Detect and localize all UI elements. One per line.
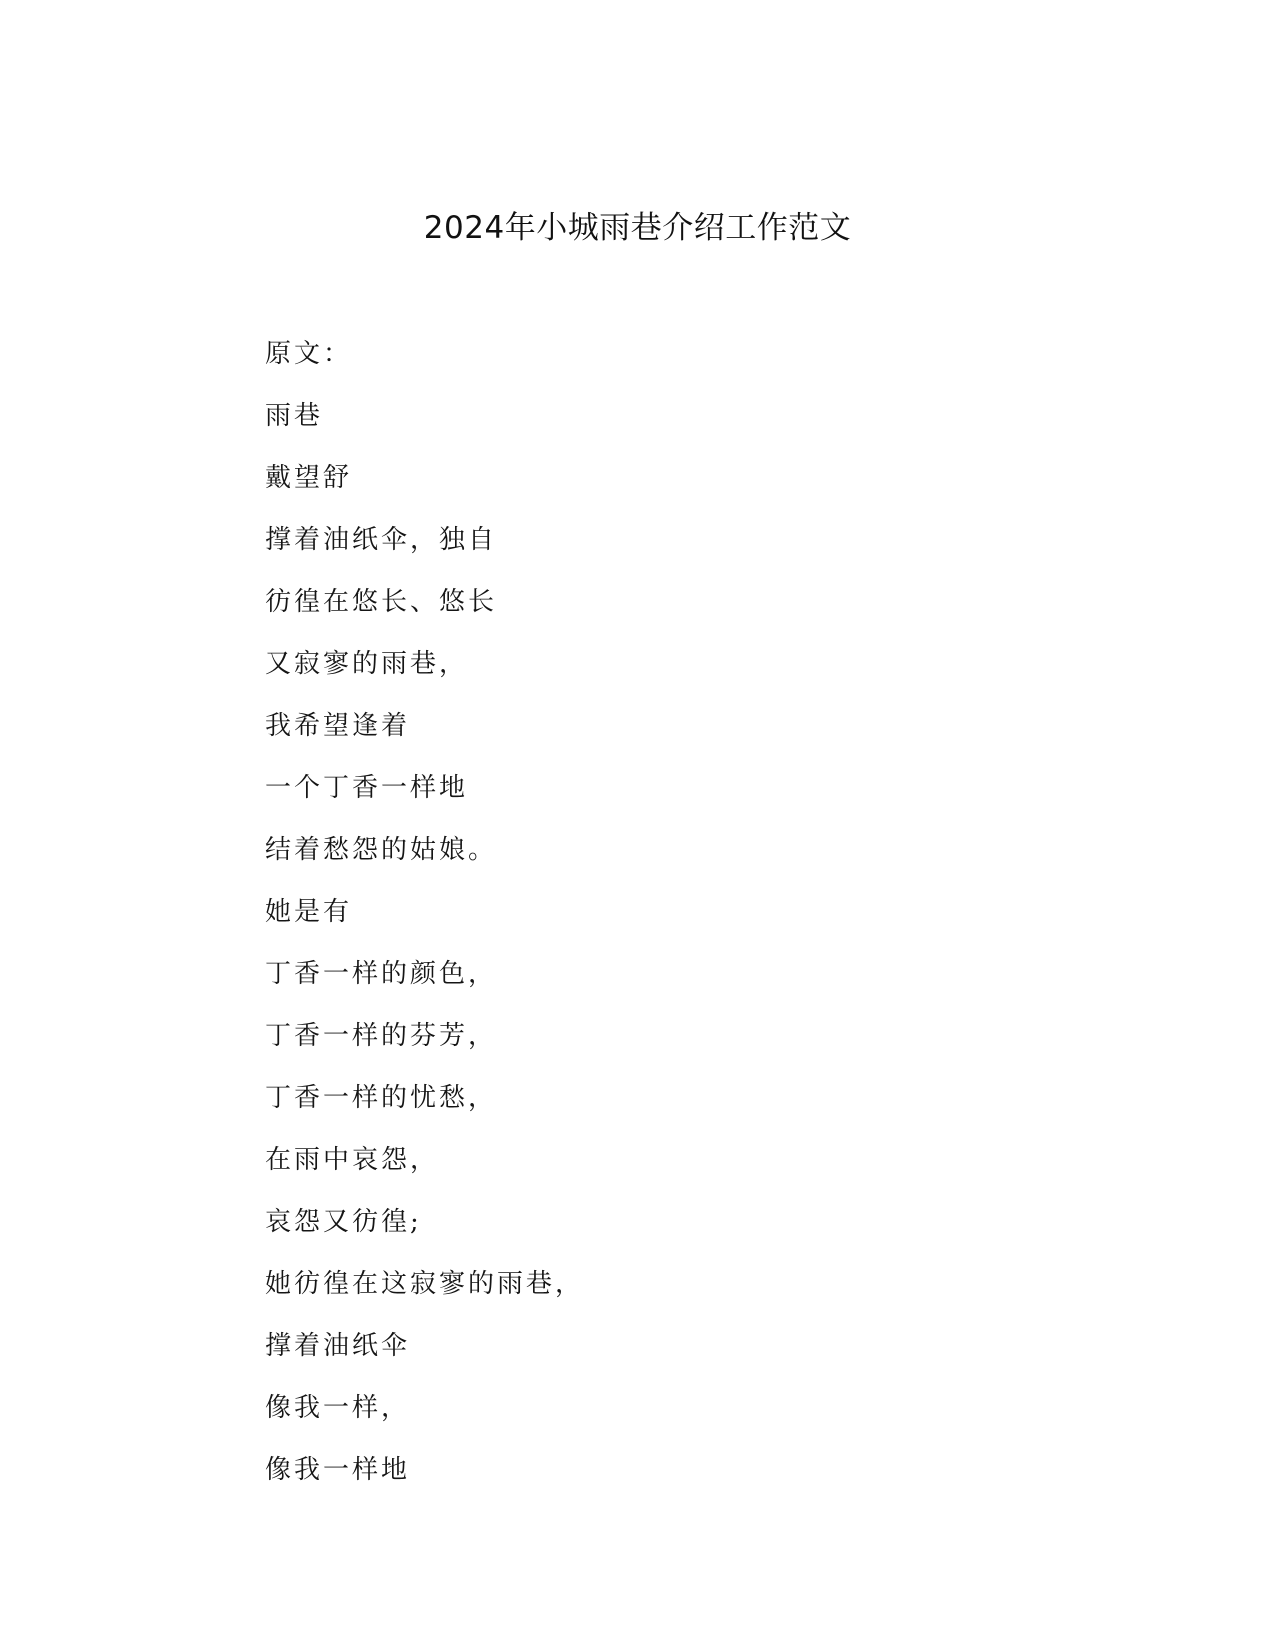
text-line: 她彷徨在这寂寥的雨巷， [265,1269,585,1299]
text-line-poem-title: 雨巷 [265,401,324,431]
text-line: 结着愁怨的姑娘。 [265,835,498,865]
text-line: 丁香一样的忧愁， [265,1083,498,1113]
poem-body [265,332,1065,1510]
text-line: 又寂寥的雨巷， [265,649,469,679]
text-line: 像我一样， [265,1393,411,1423]
text-line: 彷徨在悠长、悠长 [265,587,498,617]
document-title: 2024年小城雨巷介绍工作范文 [423,210,852,246]
text-line: 撑着油纸伞，独自 [265,525,498,555]
text-line: 一个丁香一样地 [265,773,469,803]
text-line: 在雨中哀怨， [265,1145,440,1175]
text-line-intro-label: 原文： [265,339,353,369]
text-line-author: 戴望舒 [265,463,353,493]
text-line: 撑着油纸伞 [265,1331,411,1361]
text-line: 我希望逢着 [265,711,411,741]
text-line: 丁香一样的芬芳， [265,1021,498,1051]
text-line: 丁香一样的颜色， [265,959,498,989]
text-line: 她是有 [265,897,353,927]
text-line: 像我一样地 [265,1455,411,1485]
text-line: 哀怨又彷徨; [265,1207,422,1237]
